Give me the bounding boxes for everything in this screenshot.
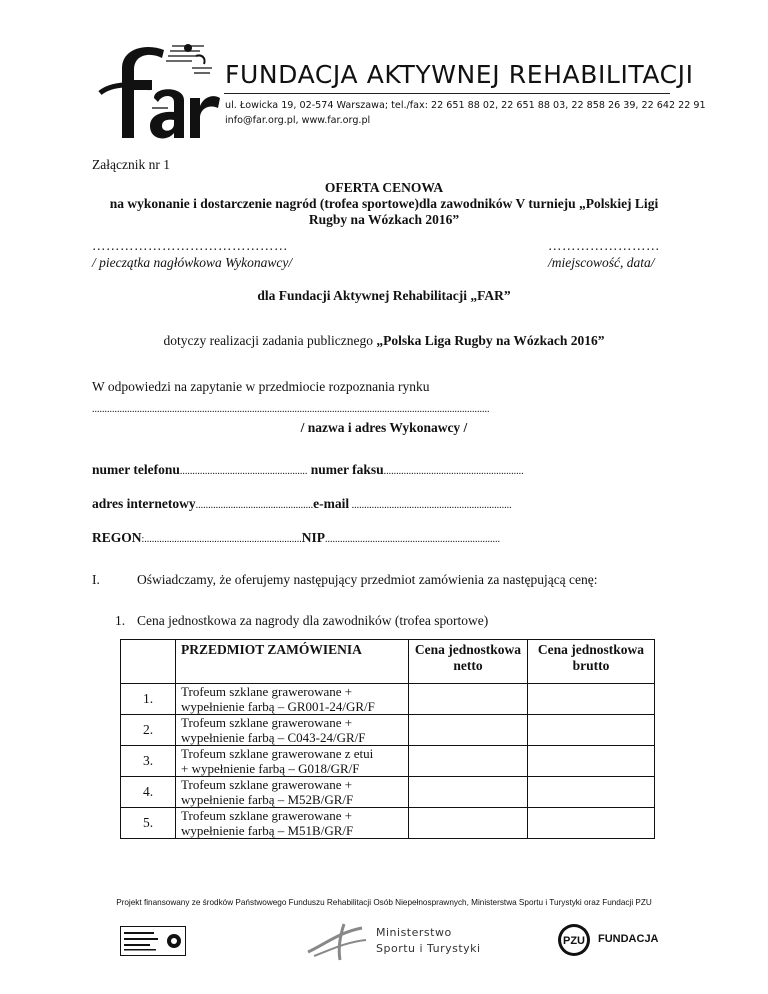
stamp-placeholder: …………………………………… bbox=[92, 238, 288, 253]
row-item-line1: Trofeum szklane grawerowane + bbox=[181, 808, 353, 823]
document-subtitle-line1: na wykonanie i dostarczenie nagród (trofea sportowe)dla zawodników V turnieju „Polskiej Ligi bbox=[109, 196, 659, 211]
row-net-price-field[interactable] bbox=[409, 777, 528, 808]
row-item-line2: wypełnienie farbą – M52B/GR/F bbox=[181, 792, 354, 807]
table-row bbox=[121, 715, 655, 746]
row-net-price-field[interactable] bbox=[409, 808, 528, 839]
row-item-line1: Trofeum szklane grawerowane + bbox=[181, 684, 353, 699]
regon-label: REGON bbox=[92, 530, 142, 545]
concerns-task-name: „Polska Liga Rugby na Wózkach 2016” bbox=[376, 333, 605, 348]
row-item bbox=[176, 746, 409, 777]
table-row bbox=[121, 746, 655, 777]
place-date-placeholder: …………………… bbox=[548, 238, 660, 253]
row-item bbox=[176, 684, 409, 715]
header-item: PRZEDMIOT ZAMÓWIENIA bbox=[176, 640, 409, 684]
row-item-line2: + wypełnienie farbą – G018/GR/F bbox=[181, 761, 360, 776]
phone-fax-row bbox=[92, 462, 524, 478]
pzu-foundation-logo bbox=[556, 922, 659, 958]
phone-field: ................................................... bbox=[179, 466, 308, 477]
for-organization: dla Fundacji Aktywnej Rehabilitacji „FAR” bbox=[257, 288, 511, 303]
row-number: 5. bbox=[121, 808, 176, 839]
regon-field: :............................................................... bbox=[141, 534, 302, 545]
row-gross-price-field[interactable] bbox=[528, 684, 655, 715]
declaration-text: Oświadczamy, że oferujemy następujący przedmiot zamówienia za następującą cenę: bbox=[137, 572, 598, 587]
row-net-price-field[interactable] bbox=[409, 684, 528, 715]
row-item bbox=[176, 715, 409, 746]
subsection-number: 1. bbox=[115, 613, 126, 628]
ministry-name-line2: Sportu i Turystyki bbox=[376, 942, 481, 955]
pfron-logo bbox=[120, 926, 186, 956]
web-label: adres internetowy bbox=[92, 496, 196, 511]
attachment-label: Załącznik nr 1 bbox=[92, 157, 170, 172]
stamp-label: / pieczątka nagłówkowa Wykonawcy/ bbox=[92, 255, 293, 270]
org-name: FUNDACJA AKTYWNEJ REHABILITACJI bbox=[225, 60, 694, 89]
row-number: 3. bbox=[121, 746, 176, 777]
web-field: ............................................... bbox=[195, 500, 314, 511]
unit-price-heading: Cena jednostkowa za nagrody dla zawodników (trofea sportowe) bbox=[137, 613, 489, 628]
row-net-price-field[interactable] bbox=[409, 715, 528, 746]
row-gross-price-field[interactable] bbox=[528, 808, 655, 839]
document-title: OFERTA CENOWA bbox=[324, 180, 444, 195]
row-item-line2: wypełnienie farbą – C043-24/GR/F bbox=[181, 730, 366, 745]
place-date-label: /miejscowość, data/ bbox=[548, 255, 655, 270]
row-item bbox=[176, 777, 409, 808]
row-number: 2. bbox=[121, 715, 176, 746]
section-number: I. bbox=[92, 572, 100, 587]
reply-line: W odpowiedzi na zapytanie w przedmiocie rozpoznania rynku bbox=[92, 379, 430, 394]
web-email-row bbox=[92, 496, 512, 512]
nip-field: ...................................................................... bbox=[325, 534, 501, 545]
concerns-line bbox=[0, 333, 768, 349]
row-number: 4. bbox=[121, 777, 176, 808]
row-item-line1: Trofeum szklane grawerowane + bbox=[181, 715, 353, 730]
row-item-line2: wypełnienie farbą – M51B/GR/F bbox=[181, 823, 354, 838]
email-field: ................................................................ bbox=[349, 500, 512, 511]
header-number-cell bbox=[121, 640, 176, 684]
row-item-line1: Trofeum szklane grawerowane + bbox=[181, 777, 353, 792]
pzu-foundation-label: FUNDACJA bbox=[598, 933, 659, 945]
table-row bbox=[121, 684, 655, 715]
row-item-line1: Trofeum szklane grawerowane z etui bbox=[181, 746, 374, 761]
table-header-row bbox=[121, 640, 655, 684]
ministry-logo bbox=[300, 922, 490, 962]
header-divider bbox=[224, 93, 670, 94]
price-table bbox=[120, 639, 655, 839]
contractor-name-field: ............................................................................................................................................................... bbox=[92, 404, 490, 415]
ministry-name-line1: Ministerstwo bbox=[376, 926, 452, 939]
email-label: e-mail bbox=[313, 496, 350, 511]
row-number: 1. bbox=[121, 684, 176, 715]
row-gross-price-field[interactable] bbox=[528, 777, 655, 808]
fax-label: numer faksu bbox=[307, 462, 384, 477]
concerns-prefix: dotyczy realizacji zadania publicznego bbox=[163, 333, 377, 348]
funding-note: Projekt finansowany ze środków Państwowego Funduszu Rehabilitacji Osób Niepełnosprawnych, Ministerstwa Sportu i Turystyki oraz Fundacji PZU bbox=[116, 898, 652, 907]
contractor-name-label: / nazwa i adres Wykonawcy / bbox=[300, 420, 468, 435]
header-gross-price: Cena jednostkowa brutto bbox=[528, 640, 655, 684]
row-item bbox=[176, 808, 409, 839]
phone-label: numer telefonu bbox=[92, 462, 180, 477]
table-row bbox=[121, 777, 655, 808]
pzu-mark-text: PZU bbox=[563, 935, 585, 947]
document-subtitle-line2: Rugby na Wózkach 2016” bbox=[308, 212, 460, 227]
header-net-price: Cena jednostkowa netto bbox=[409, 640, 528, 684]
org-contact: info@far.org.pl, www.far.org.pl bbox=[225, 115, 371, 126]
org-address: ul. Łowicka 19, 02-574 Warszawa; tel./fax: 22 651 88 02, 22 651 88 03, 22 858 26 39, 22 642 22 91 bbox=[225, 100, 706, 111]
regon-nip-row bbox=[92, 530, 500, 546]
row-gross-price-field[interactable] bbox=[528, 746, 655, 777]
row-net-price-field[interactable] bbox=[409, 746, 528, 777]
far-logo bbox=[92, 38, 222, 148]
row-gross-price-field[interactable] bbox=[528, 715, 655, 746]
nip-label: NIP bbox=[301, 530, 326, 545]
row-item-line2: wypełnienie farbą – GR001-24/GR/F bbox=[181, 699, 375, 714]
table-row bbox=[121, 808, 655, 839]
fax-field: ........................................................ bbox=[383, 466, 524, 477]
